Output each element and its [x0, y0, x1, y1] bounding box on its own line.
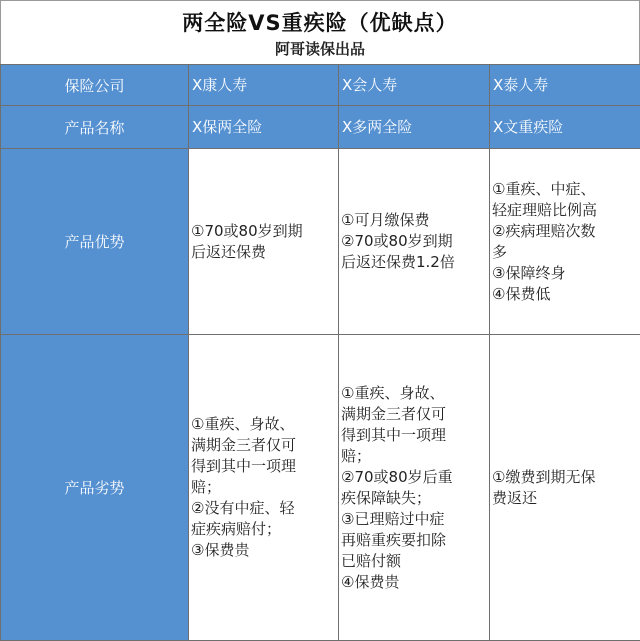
cell-text	[493, 75, 640, 96]
cell-line: 多	[492, 242, 640, 263]
cell-line: ①重疾、身故、	[341, 383, 489, 404]
cell-line: 再赔重疾要扣除	[341, 530, 489, 551]
cell-disadvantages-col2	[339, 335, 490, 641]
comparison-table	[0, 64, 640, 641]
cell-line: X多两全险	[342, 117, 489, 138]
cell-product-name-col3	[490, 106, 640, 149]
row-label-product-name: 产品名称	[1, 106, 189, 149]
cell-line: ③已理赔过中症	[341, 509, 489, 530]
row-label-advantages: 产品优势	[1, 149, 189, 335]
cell-text	[492, 179, 640, 305]
cell-disadvantages-col3	[490, 335, 640, 641]
cell-line: ①重疾、中症、	[492, 179, 640, 200]
cell-text	[341, 210, 489, 273]
table-row-company	[1, 65, 640, 106]
cell-text	[192, 117, 338, 138]
cell-line: 得到其中一项理	[191, 456, 338, 477]
cell-line: 症疾病赔付；	[191, 519, 338, 540]
cell-text	[492, 467, 640, 509]
table-row-advantages	[1, 149, 640, 335]
cell-line: ②疾病理赔次数	[492, 221, 640, 242]
cell-line: 得到其中一项理	[341, 425, 489, 446]
cell-line: X泰人寿	[493, 75, 640, 96]
cell-line: X保两全险	[192, 117, 338, 138]
cell-line: X会人寿	[342, 75, 489, 96]
cell-advantages-col2	[339, 149, 490, 335]
cell-line: ①可月缴保费	[341, 210, 489, 231]
cell-line: ①重疾、身故、	[191, 414, 338, 435]
cell-line: 费返还	[492, 488, 640, 509]
cell-text	[192, 75, 338, 96]
row-label-company: 保险公司	[1, 65, 189, 106]
cell-text	[341, 383, 489, 593]
cell-text	[191, 221, 338, 263]
cell-line: 后返还保费1.2倍	[341, 252, 489, 273]
cell-text	[342, 75, 489, 96]
cell-line: 赔；	[191, 477, 338, 498]
cell-line: ④保费低	[492, 284, 640, 305]
cell-line: ③保障终身	[492, 263, 640, 284]
page-title: 两全险VS重疾险（优缺点）	[0, 7, 640, 37]
cell-line: ①缴费到期无保	[492, 467, 640, 488]
cell-line: 疾保障缺失；	[341, 488, 489, 509]
cell-line: 后返还保费	[191, 242, 338, 263]
cell-line: X康人寿	[192, 75, 338, 96]
cell-line: 赔；	[341, 446, 489, 467]
cell-line: X文重疾险	[493, 117, 640, 138]
cell-line: ①70或80岁到期	[191, 221, 338, 242]
table-row-product-name	[1, 106, 640, 149]
cell-line: ④保费贵	[341, 572, 489, 593]
cell-line: 轻症理赔比例高	[492, 200, 640, 221]
row-label-disadvantages: 产品劣势	[1, 335, 189, 641]
cell-line: ②70或80岁后重	[341, 467, 489, 488]
cell-line: ③保费贵	[191, 540, 338, 561]
cell-line: ②70或80岁到期	[341, 231, 489, 252]
table-body	[1, 65, 640, 641]
cell-line: 满期金三者仅可	[191, 435, 338, 456]
cell-company-col3	[490, 65, 640, 106]
cell-company-col1	[189, 65, 339, 106]
cell-text	[342, 117, 489, 138]
cell-text	[191, 414, 338, 561]
cell-product-name-col1	[189, 106, 339, 149]
title-block	[0, 0, 640, 64]
cell-company-col2	[339, 65, 490, 106]
cell-line: 已赔付额	[341, 551, 489, 572]
cell-line: 满期金三者仅可	[341, 404, 489, 425]
cell-advantages-col1	[189, 149, 339, 335]
cell-product-name-col2	[339, 106, 490, 149]
cell-advantages-col3	[490, 149, 640, 335]
page-subtitle: 阿哥读保出品	[0, 38, 640, 59]
cell-line: ②没有中症、轻	[191, 498, 338, 519]
cell-text	[493, 117, 640, 138]
cell-disadvantages-col1	[189, 335, 339, 641]
table-row-disadvantages	[1, 335, 640, 641]
